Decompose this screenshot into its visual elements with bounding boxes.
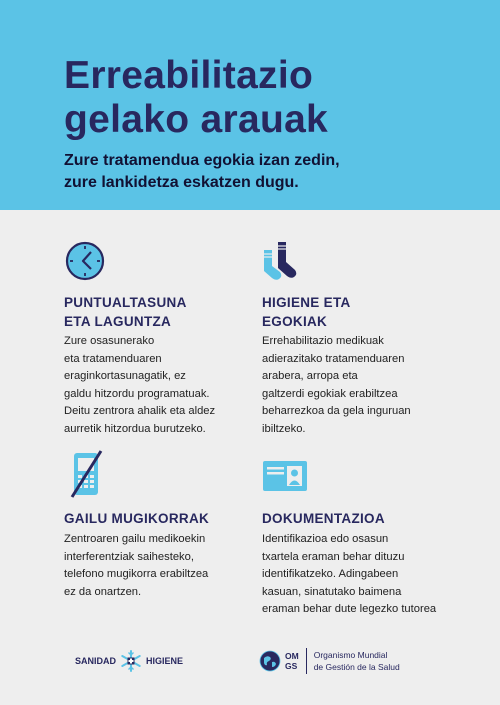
body-line: ez da onartzen. [64, 585, 142, 598]
clock-icon [64, 240, 106, 282]
globe-icon [258, 649, 282, 673]
section-body [64, 531, 208, 601]
logo-word-higiene: HIGIENE [146, 656, 184, 666]
heading-line: DOKUMENTAZIOA [262, 511, 385, 526]
body-line: telefono mugikorra erabiltzea [64, 568, 209, 580]
sanidad-higiene-logo [75, 648, 183, 674]
body-line: txartela eraman behar dituzu [262, 550, 405, 563]
body-line: galtzerdi egokiak erabiltzea [262, 387, 398, 400]
heading-line: PUNTUALTASUNA [64, 295, 187, 310]
body-line: adierazitako tratamenduaren [262, 352, 405, 365]
snowflake-cross-icon [119, 649, 143, 673]
divider [306, 648, 307, 674]
heading-line: GAILU MUGIKORRAK [64, 511, 210, 526]
section-heading [64, 509, 209, 528]
body-line: beharrezkoa da gela inguruan [262, 405, 411, 417]
body-line: Identifikazioa edo osasun [262, 533, 389, 545]
body-line: eraman behar dute legezko tutorea [262, 603, 437, 615]
title-line-1: Erreabilitazio [64, 54, 314, 97]
socks-icon [256, 238, 304, 282]
logo-word-sanidad: SANIDAD [75, 656, 117, 666]
omgs-logo [258, 646, 400, 676]
body-line: Zure osasunerako [64, 335, 155, 347]
body-line: arabera, arropa eta [262, 370, 358, 382]
body-line: galdu hitzordu programatuak. [64, 387, 210, 400]
section-body [262, 531, 436, 619]
subtitle-line-2: zure lankidetza eskatzen dugu. [64, 174, 299, 191]
page-title [64, 54, 328, 142]
no-phone-icon [70, 450, 104, 498]
body-line: Zentroaren gailu medikoekin [64, 533, 206, 545]
org-line: de Gestión de la Salud [313, 662, 400, 672]
section-heading [64, 293, 187, 331]
heading-line: ETA LAGUNTZA [64, 314, 172, 329]
section-heading [262, 509, 385, 528]
body-line: ibiltzeko. [262, 422, 306, 435]
section-body [64, 333, 215, 438]
subtitle-line-1: Zure tratamendua egokia izan zedin, [64, 152, 340, 169]
body-line: aurretik hitzordua burutzeko. [64, 422, 206, 435]
body-line: identifikatzeko. Adingabeen [262, 568, 399, 580]
body-line: interferentziak saihesteko, [64, 550, 194, 563]
organization-name [314, 649, 400, 673]
header-banner [0, 0, 500, 210]
page-subtitle [64, 150, 340, 194]
heading-line: EGOKIAK [262, 314, 328, 329]
body-line: kasuan, sinatutako baimena [262, 585, 402, 598]
id-card-icon [262, 460, 308, 492]
body-line: Errehabilitazio medikuak [262, 335, 384, 347]
omgs-line: GS [285, 661, 298, 671]
heading-line: HIGIENE ETA [262, 295, 351, 310]
title-line-2: gelako arauak [64, 98, 329, 141]
omgs-line: OM [285, 651, 299, 661]
omgs-wordmark [285, 651, 299, 671]
org-line: Organismo Mundial [313, 650, 388, 660]
body-line: Deitu zentrora ahalik eta aldez [64, 405, 216, 417]
body-line: eraginkortasunagatik, ez [64, 370, 186, 382]
body-line: eta tratamenduaren [64, 352, 162, 365]
section-body [262, 333, 411, 438]
section-heading [262, 293, 351, 331]
